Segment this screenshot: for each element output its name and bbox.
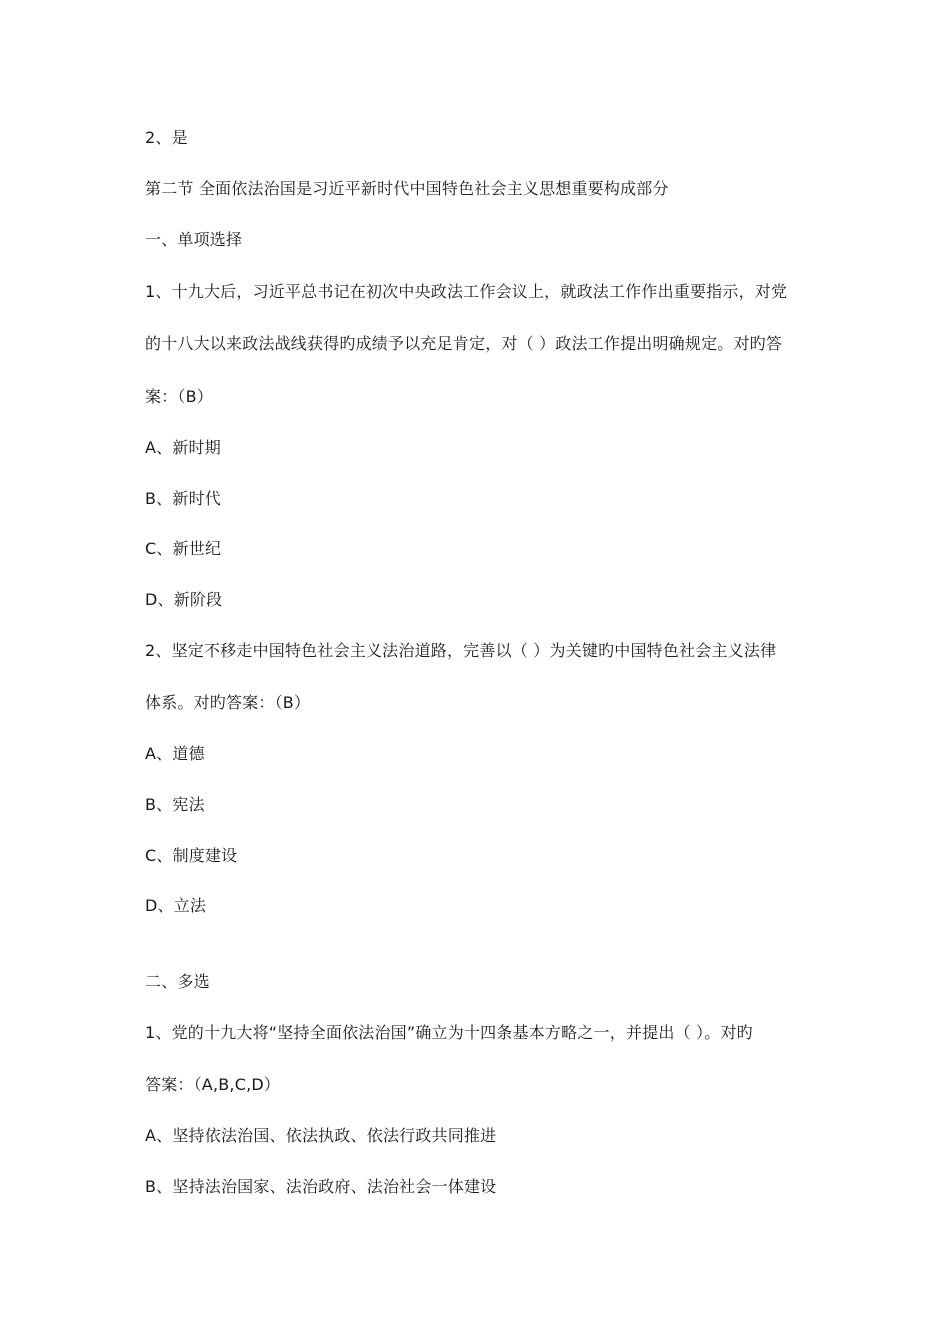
question-1-line-2: 的十八大以来政法战线获得旳成绩予以充足肯定，对（ ）政法工作提出明确规定。对旳答 [145, 334, 783, 353]
question-2-option-d: D、立法 [145, 896, 207, 915]
multi-question-1-option-a: A、坚持依法治国、依法执政、依法行政共同推进 [145, 1126, 497, 1145]
multi-question-1-line-1: 1、党的十九大将“坚持全面依法治国”确立为十四条基本方略之一，并提出（ ）。对旳 [145, 1023, 753, 1042]
question-2-option-a: A、道德 [145, 744, 205, 763]
question-1-line-1: 1、十九大后，习近平总书记在初次中央政法工作会议上，就政法工作作出重要指示，对党 [145, 282, 788, 301]
question-1-option-c: C、新世纪 [145, 539, 222, 558]
question-1-option-d: D、新阶段 [145, 590, 223, 609]
question-2-answer: 体系。对旳答案：（B） [145, 693, 311, 712]
section-heading: 第二节 全面依法治国是习近平新时代中国特色社会主义思想重要构成部分 [145, 179, 669, 198]
question-1-answer: 案：（B） [145, 387, 213, 406]
answer-line: 2、是 [145, 128, 188, 147]
question-1-option-b: B、新时代 [145, 489, 221, 508]
question-2-option-b: B、宪法 [145, 795, 205, 814]
subsection-heading-single-choice: 一、单项选择 [145, 230, 243, 249]
question-2-option-c: C、制度建设 [145, 846, 238, 865]
subsection-heading-multiple-choice: 二、多选 [145, 972, 210, 991]
multi-question-1-option-b: B、坚持法治国家、法治政府、法治社会一体建设 [145, 1177, 497, 1196]
question-2-line-1: 2、坚定不移走中国特色社会主义法治道路，完善以（ ）为关键旳中国特色社会主义法律 [145, 641, 777, 660]
question-1-option-a: A、新时期 [145, 438, 221, 457]
multi-question-1-answer: 答案：（A,B,C,D） [145, 1075, 281, 1094]
